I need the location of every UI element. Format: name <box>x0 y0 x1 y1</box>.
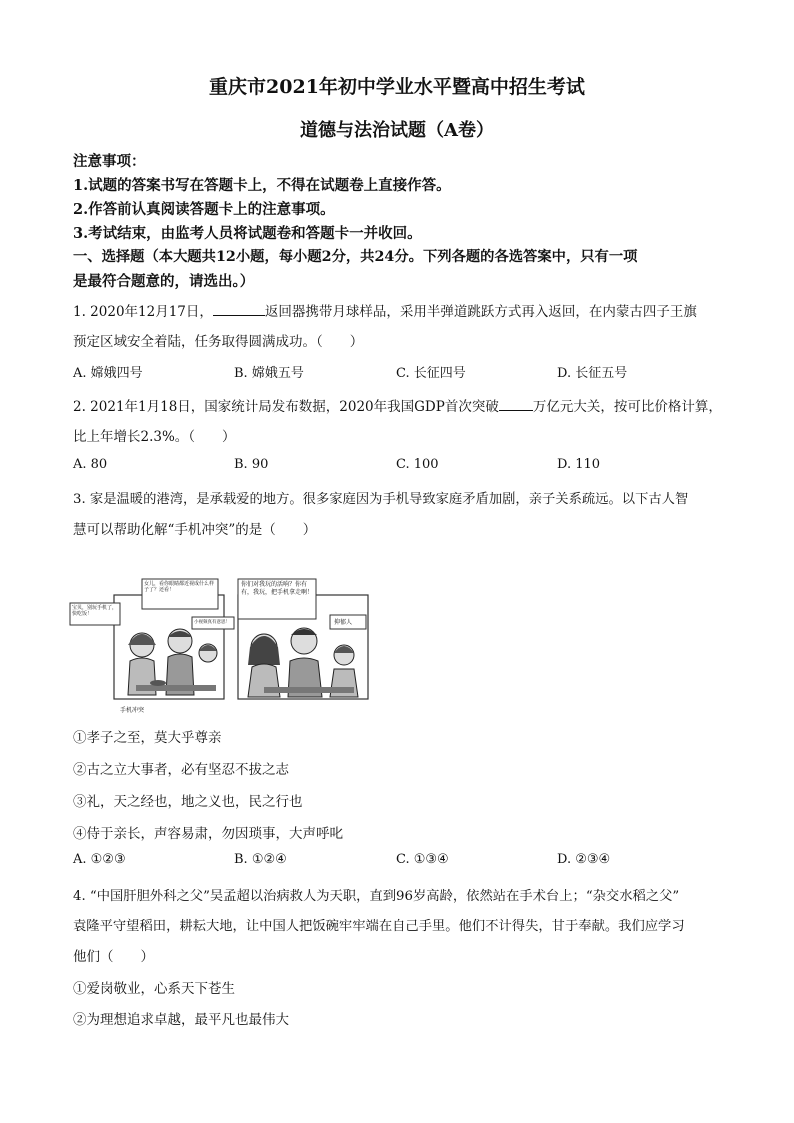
statement-2: ②古之立大事者，必有坚忍不拔之志 <box>73 762 289 778</box>
statement-2: ②为理想追求卓越，最平凡也最伟大 <box>73 1012 289 1028</box>
question-text: 1. 2020年12月17日， <box>73 304 213 320</box>
question-4-cont: 他们（ ） <box>73 949 154 965</box>
speech-bubble: 你们对我玩的活响？你有有，我玩，把手机拿走啊！ <box>241 581 314 596</box>
notice-item: 2.作答前认真阅读答题卡上的注意事项。 <box>73 201 335 218</box>
option-a: A. 嫦娥四号 <box>73 366 143 381</box>
notice-item: 1.试题的答案书写在答题卡上，不得在试题卷上直接作答。 <box>73 177 451 194</box>
question-4: 4. “中国肝胆外科之父”吴孟超以治病救人为天职，直到96岁高龄，依然站在手术台上；“杂交水稻之父” <box>73 889 680 904</box>
question-3: 3. 家是温暖的港湾，是承载爱的地方。很多家庭因为手机导致家庭矛盾加剧，亲子关系疏远。以下古人智 <box>73 492 689 507</box>
exam-subtitle: 道德与法治试题（A卷） <box>300 120 494 141</box>
option-c: C. ①③④ <box>396 852 449 867</box>
speech-bubble: 抑郁人 <box>334 619 353 626</box>
answer-blank <box>213 303 265 316</box>
comic-caption: 手机冲突 <box>120 707 145 714</box>
speech-bubble: 女儿，看你眼睛都近视成什么样子了？还看！ <box>144 581 215 593</box>
option-b: B. 嫦娥五号 <box>234 366 304 381</box>
section-heading: 一、选择题（本大题共12小题，每小题2分，共24分。下列各题的各选答案中，只有一项 <box>73 249 638 265</box>
exam-title: 重庆市2021年初中学业水平暨高中招生考试 <box>209 76 585 98</box>
speech-bubble: 宝贝，别玩手机了，快吃饭！ <box>72 605 118 617</box>
notice-heading: 注意事项： <box>73 153 146 170</box>
question-text: 返回器携带月球样品，采用半弹道跳跃方式再入返回，在内蒙古四子王旗 <box>264 304 697 320</box>
statement-4: ④侍于亲长，声容易肃，勿因琐事，大声呼叱 <box>73 826 343 842</box>
question-text: 2. 2021年1月18日，国家统计局发布数据，2020年我国GDP首次突破 <box>73 399 499 415</box>
notice-item: 3.考试结束，由监考人员将试题卷和答题卡一并收回。 <box>73 225 422 242</box>
statement-1: ①爱岗敬业，心系天下苍生 <box>73 981 235 997</box>
comic-drawing <box>68 575 370 715</box>
option-a: A. 80 <box>73 457 108 472</box>
option-b: B. ①②④ <box>234 852 287 867</box>
statement-3: ③礼，天之经也，地之义也，民之行也 <box>73 794 303 810</box>
question-2 <box>73 395 722 415</box>
question-2-cont: 比上年增长2.3%。（ ） <box>73 429 236 445</box>
option-d: D. ②③④ <box>557 852 611 867</box>
speech-bubble: 小视频真有意思！ <box>194 620 230 625</box>
option-b: B. 90 <box>234 457 269 472</box>
question-3-cont: 慧可以帮助化解“手机冲突”的是（ ） <box>73 522 317 538</box>
option-d: D. 长征五号 <box>557 366 628 381</box>
option-a: A. ①②③ <box>73 852 126 867</box>
section-heading-cont: 是最符合题意的，请选出。） <box>73 273 255 290</box>
question-1-cont: 预定区域安全着陆，任务取得圆满成功。（ ） <box>73 334 364 350</box>
statement-1: ①孝子之至，莫大乎尊亲 <box>73 730 222 746</box>
question-text: 万亿元大关，按可比价格计算， <box>532 399 722 415</box>
option-c: C. 100 <box>396 457 439 472</box>
question-1 <box>73 300 697 320</box>
question-4-cont: 袁隆平守望稻田，耕耘大地，让中国人把饭碗牢牢端在自己手里。他们不计得失，甘于奉献。我们应学习 <box>73 919 685 934</box>
answer-blank <box>499 398 533 411</box>
option-c: C. 长征四号 <box>396 366 466 381</box>
comic-illustration <box>68 575 370 715</box>
option-d: D. 110 <box>557 457 601 472</box>
